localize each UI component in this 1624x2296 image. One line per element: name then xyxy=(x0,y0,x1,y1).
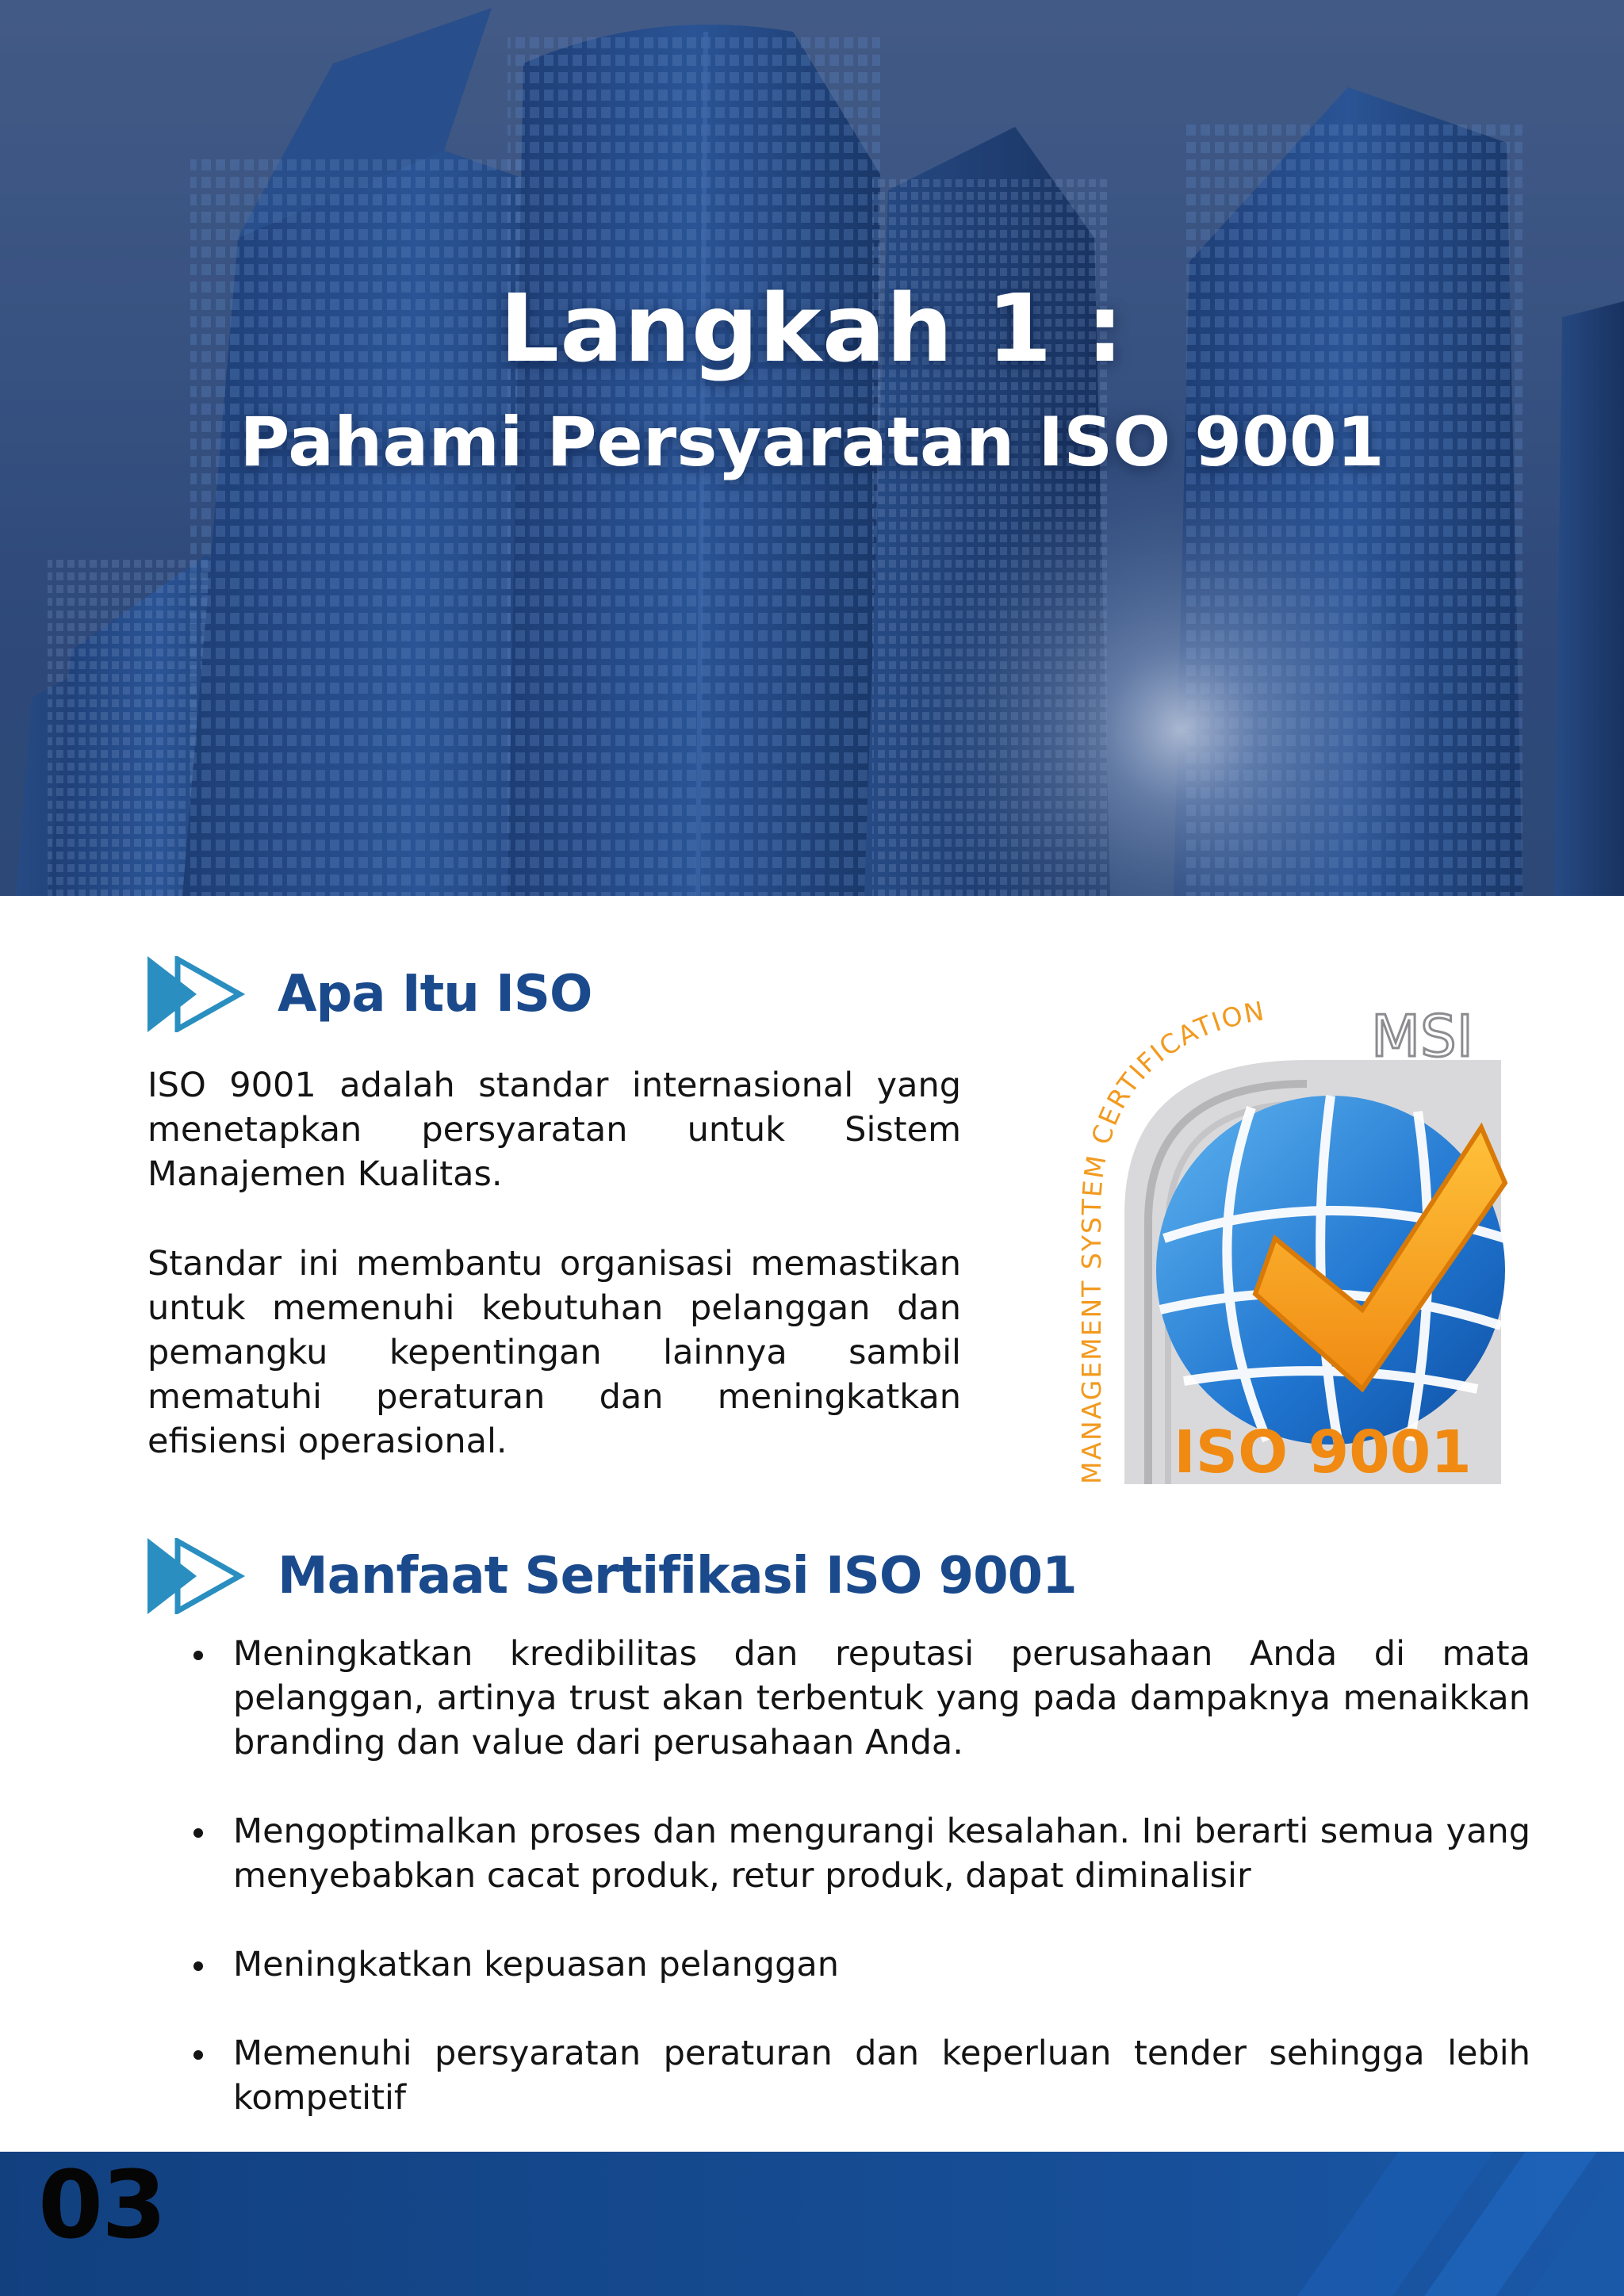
section-title: Manfaat Sertifikasi ISO 9001 xyxy=(278,1547,1077,1605)
section-title: Apa Itu ISO xyxy=(278,965,592,1024)
bullet-icon xyxy=(193,1828,203,1838)
logo-arc-text: MANAGEMENT SYSTEM CERTIFICATION xyxy=(1075,994,1268,1484)
paragraph-purpose: Standar ini membantu organisasi memastikan untuk memenuhi kebutuhan pelanggan dan pemangku kepentingan lainnya sambil mematuhi peraturan dan meningkatkan efisiensi operasional. xyxy=(147,1244,961,1461)
list-item: Memenuhi persyaratan peraturan dan keperluan tender sehingga lebih kompetitif xyxy=(193,2031,1530,2120)
iso-9001-certification-logo xyxy=(1045,977,1521,1500)
footer-bar xyxy=(0,2152,1624,2296)
double-arrow-icon xyxy=(147,1538,246,1614)
benefits-list xyxy=(193,1632,1530,2164)
double-arrow-icon xyxy=(147,956,246,1032)
bullet-icon xyxy=(193,1961,203,1971)
list-item: Meningkatkan kredibilitas dan reputasi perusahaan Anda di mata pelanggan, artinya trust akan terbentuk yang pada dampaknya menaikkan branding dan value dari perusahaan Anda. xyxy=(193,1632,1530,1765)
list-item: Mengoptimalkan proses dan mengurangi kesalahan. Ini berarti semua yang menyebabkan cacat produk, retur produk, dapat diminalisir xyxy=(193,1809,1530,1898)
hero-title-step: Langkah 1 : xyxy=(500,274,1124,383)
section-heading-apa-itu-iso xyxy=(147,956,592,1032)
page-number: 03 xyxy=(38,2150,166,2260)
logo-standard-text: ISO 9001 xyxy=(1174,1418,1472,1487)
logo-brand-text: MSI xyxy=(1370,1003,1473,1070)
hero-banner xyxy=(0,0,1624,896)
paragraph-definition: ISO 9001 adalah standar internasional yang menetapkan persyaratan untuk Sistem Manajemen Kualitas. xyxy=(147,1066,961,1194)
list-item: Meningkatkan kepuasan pelanggan xyxy=(193,1942,1530,1987)
section-heading-manfaat xyxy=(147,1538,1077,1614)
hero-title-subtitle: Pahami Persyaratan ISO 9001 xyxy=(239,403,1385,482)
bullet-icon xyxy=(193,2050,203,2060)
bullet-icon xyxy=(193,1651,203,1660)
